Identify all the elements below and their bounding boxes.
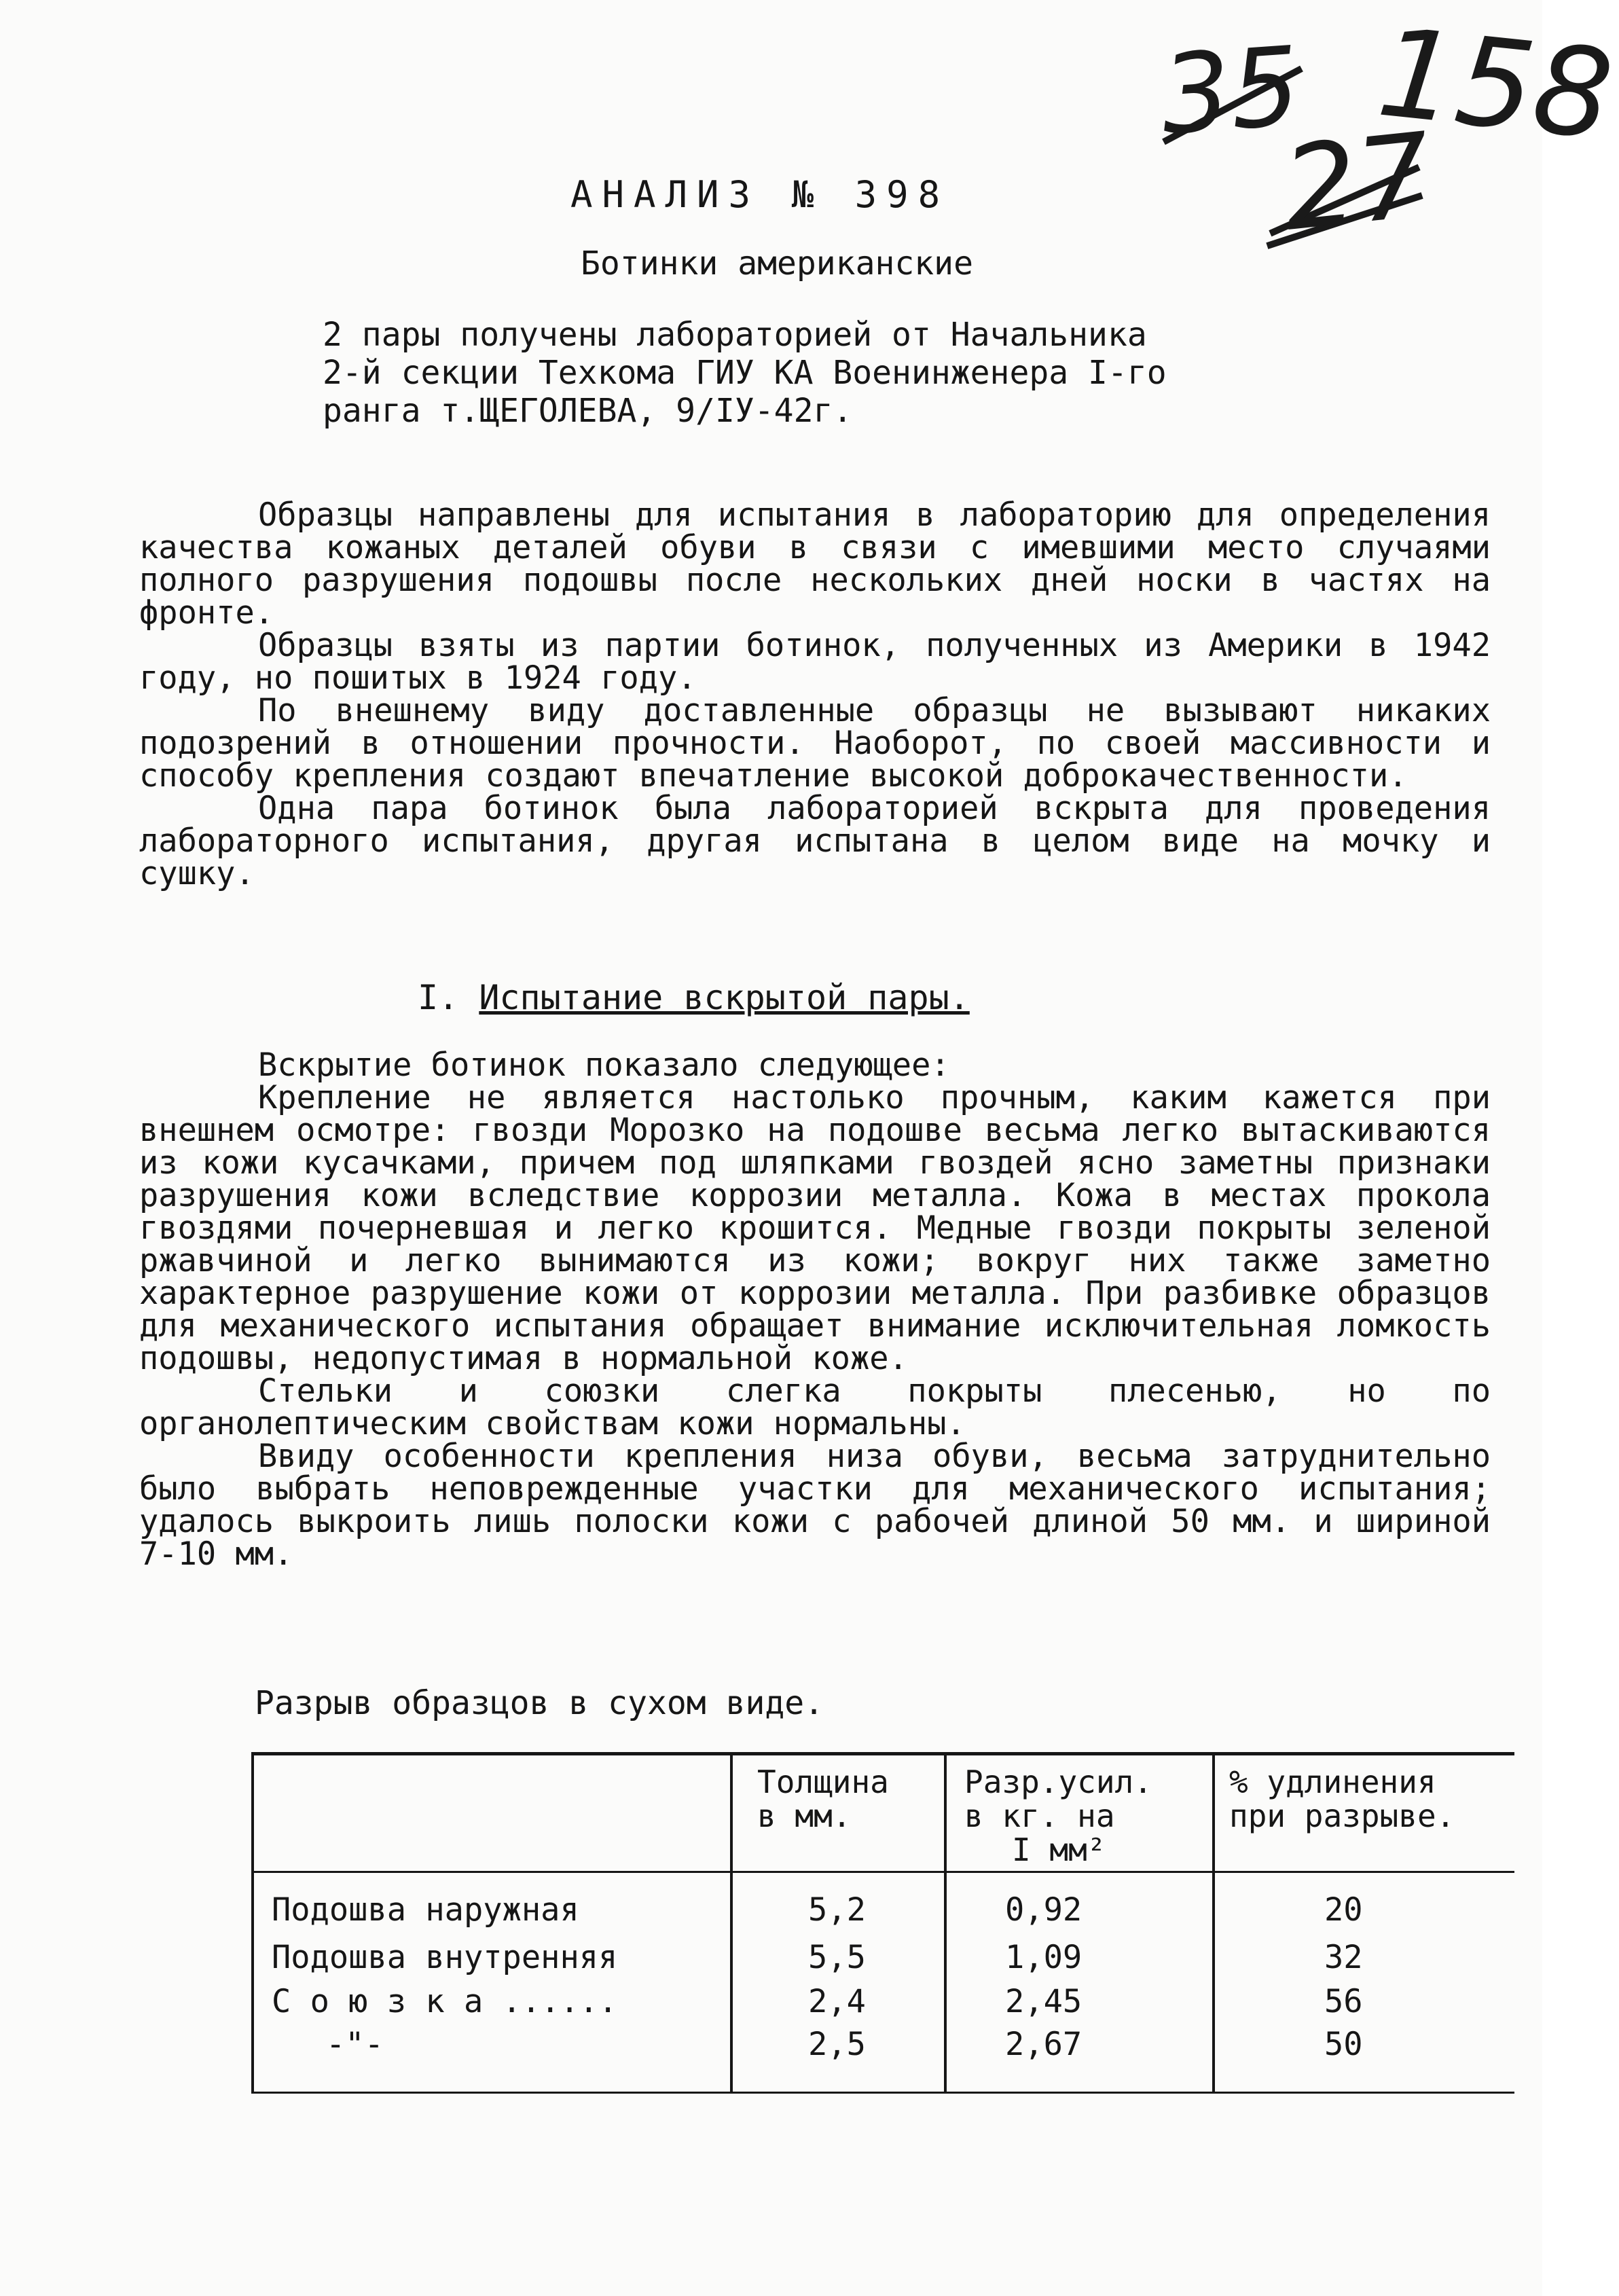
paragraph: Образцы направлены для испытания в лабораторию для определения качества кожаных деталей обуви в связи с имевшими место случаями полного разрушения подошвы после нескольких дней носки в частях на фронте. xyxy=(139,496,1491,632)
force-value: 2,67 xyxy=(1005,2026,1083,2063)
archive-page-number: 158 xyxy=(1372,1,1619,168)
header-line: в кг. на xyxy=(964,1798,1115,1834)
section-text xyxy=(139,1046,1491,1573)
table-caption: Разрыв образцов в сухом виде. xyxy=(255,1684,824,1722)
header-line: в мм. xyxy=(757,1798,852,1834)
header-line: при разрыве. xyxy=(1229,1798,1455,1834)
receipt-line: ранга т.ЩЕГОЛЕВА, 9/IУ-42г. xyxy=(323,392,853,430)
section-title: Испытание вскрытой пары. xyxy=(479,978,970,1017)
elongation-value: 50 xyxy=(1324,2026,1363,2063)
paragraph: Стельки и союзки слегка покрыты плесенью, но по органолептическим свойствам кожи нормальны. xyxy=(139,1372,1491,1442)
paragraph: Ввиду особенности крепления низа обуви, весьма затруднительно было выбрать неповрежденные участки для механического испытания; удалось выкроить лишь полоски кожи с рабочей длиной 50 мм. и шириной 7-10 мм. xyxy=(139,1438,1491,1573)
column-header-thickness xyxy=(757,1765,889,1833)
elongation-value: 56 xyxy=(1324,1983,1363,2020)
table-row xyxy=(251,1891,1514,1935)
column-header-force xyxy=(964,1765,1152,1867)
thickness-value: 2,4 xyxy=(808,1983,866,2020)
paragraph: Образцы взяты из партии ботинок, полученных из Америки в 1942 году, но пошитых в 1924 году. xyxy=(139,627,1491,697)
test-results-table xyxy=(251,1752,1514,2094)
section-heading xyxy=(418,978,970,1017)
thickness-value: 5,2 xyxy=(808,1891,866,1929)
force-value: 2,45 xyxy=(1005,1983,1083,2020)
receipt-line: 2 пары получены лабораторией от Начальника xyxy=(323,316,1147,354)
elongation-value: 20 xyxy=(1324,1891,1363,1929)
document-title: АНАЛИЗ № 398 xyxy=(570,173,950,216)
sample-name: -"- xyxy=(326,2026,384,2063)
archive-mark: 35 xyxy=(1157,22,1304,159)
section-number: I. xyxy=(418,978,459,1017)
force-value: 0,92 xyxy=(1005,1891,1083,1929)
sample-name: С о ю з к а ...... xyxy=(272,1983,618,2020)
table-row xyxy=(251,1983,1514,2026)
sample-name: Подошва наружная xyxy=(272,1891,579,1929)
elongation-value: 32 xyxy=(1324,1939,1363,1976)
force-value: 1,09 xyxy=(1005,1939,1083,1976)
header-line: Толщина xyxy=(757,1764,889,1800)
table-row xyxy=(251,2026,1514,2069)
header-divider xyxy=(251,1871,1514,1873)
receipt-line: 2-й секции Техкома ГИУ КА Военинженера I-го xyxy=(323,354,1167,392)
document-subtitle: Ботинки американские xyxy=(581,244,973,283)
header-line: Разр.усил. xyxy=(964,1764,1152,1800)
thickness-value: 2,5 xyxy=(808,2026,866,2063)
paragraph: Крепление не является настолько прочным, каким кажется при внешнем осмотре: гвозди Морозко на подошве весьма легко вытаскиваются из кожи кусачками, причем под шляпками гвоздей ясно заметны признаки разрушения кожи вследствие коррозии металла. Кожа в местах прокола гвоздями почерневшая и легко крошится. Медные гвозди покрыты зеленой ржавчиной и легко вынимаются из кожи; вокруг них также заметно характерное разрушение кожи от коррозии металла. При разбивке образцов для механического испытания обращает внимание исключительная ломкость подошвы, недопустимая в нормальной коже. xyxy=(139,1079,1491,1377)
paragraph: Одна пара ботинок была лабораторией вскрыта для проведения лабораторного испытания, другая испытана в целом виде на мочку и сушку. xyxy=(139,790,1491,892)
intro-text xyxy=(139,496,1491,892)
thickness-value: 5,5 xyxy=(808,1939,866,1976)
receipt-note xyxy=(323,316,1341,430)
header-line: % удлинения xyxy=(1229,1764,1436,1800)
table-row xyxy=(251,1939,1514,1982)
archive-mark: 27 xyxy=(1277,108,1438,257)
sample-name: Подошва внутренняя xyxy=(272,1939,618,1976)
column-header-elongation xyxy=(1229,1765,1455,1833)
header-line: I мм² xyxy=(1012,1832,1106,1868)
paragraph: Вскрытие ботинок показало следующее: xyxy=(258,1046,950,1084)
paragraph: По внешнему виду доставленные образцы не вызывают никаких подозрений в отношении прочности. Наоборот, по своей массивности и способу крепления создают впечатление высокой доброкачественности. xyxy=(139,692,1491,795)
